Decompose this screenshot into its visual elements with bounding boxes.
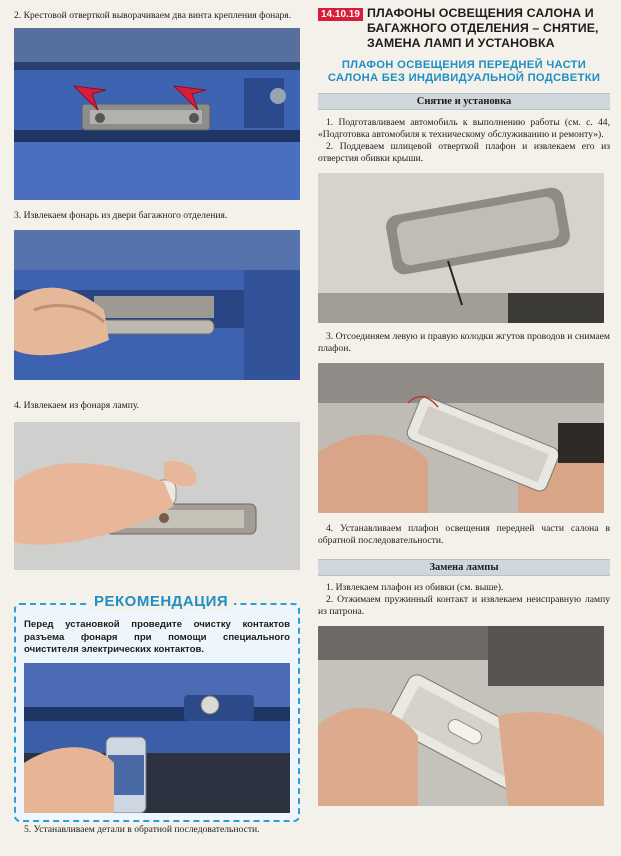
- photo-cleaner: [24, 663, 290, 813]
- lamp-header: Замена лампы: [318, 559, 610, 576]
- section-number: 14.10.19: [318, 8, 363, 21]
- photo-bulb: [14, 422, 300, 570]
- right-step-1: 1. Подготавливаем автомобиль к выполнению работы (см. с. 44, «Подготовка автомобиля к техническому обслуживанию и ремонту»).: [318, 117, 610, 140]
- recommendation-text: Перед установкой проведите очистку контактов разъема фонаря при помощи специального очистителя электрических контактов.: [24, 619, 290, 655]
- photo-screws: [14, 28, 300, 200]
- photo-bulb-replace: [318, 626, 604, 806]
- left-column: [14, 6, 300, 570]
- right-step-4: 4. Устанавливаем плафон освещения передней части салона в обратной последовательности.: [318, 523, 610, 546]
- recommendation-box: [14, 593, 300, 822]
- caption-step-4: 4. Извлекаем из фонаря лампу.: [14, 400, 140, 411]
- photo-remove-lamp: [14, 230, 300, 380]
- lamp-step-2: 2. Отжимаем пружинный контакт и извлекаем неисправную лампу из патрона.: [318, 594, 610, 617]
- removal-header: Снятие и установка: [318, 93, 610, 110]
- subheading: ПЛАФОН ОСВЕЩЕНИЯ ПЕРЕДНЕЙ ЧАСТИ САЛОНА БЕЗ ИНДИВИДУАЛЬНОЙ ПОДСВЕТКИ: [327, 59, 601, 84]
- right-column: [318, 6, 610, 806]
- caption-step-5: 5. Устанавливаем детали в обратной последовательности.: [24, 824, 260, 835]
- lamp-step-1: 1. Извлекаем плафон из обивки (см. выше).: [326, 582, 504, 593]
- right-step-2: 2. Поддеваем шлицевой отверткой плафон и извлекаем его из отверстия обивки крыши.: [318, 141, 610, 164]
- caption-step-3: 3. Извлекаем фонарь из двери багажного отделения.: [14, 210, 228, 221]
- photo-ceiling-lamp: [318, 173, 604, 323]
- right-step-3: 3. Отсоединяем левую и правую колодки жгутов проводов и снимаем плафон.: [318, 331, 610, 354]
- photo-disconnect: [318, 363, 604, 513]
- section-title: ПЛАФОНЫ ОСВЕЩЕНИЯ САЛОНА И БАГАЖНОГО ОТДЕЛЕНИЯ – СНЯТИЕ, ЗАМЕНА ЛАМП И УСТАНОВКА: [366, 6, 599, 50]
- section-header: [318, 6, 610, 51]
- recommendation-title: РЕКОМЕНДАЦИЯ: [88, 593, 234, 610]
- caption-step-2: 2. Крестовой отверткой выворачиваем два винта крепления фонаря.: [14, 10, 292, 21]
